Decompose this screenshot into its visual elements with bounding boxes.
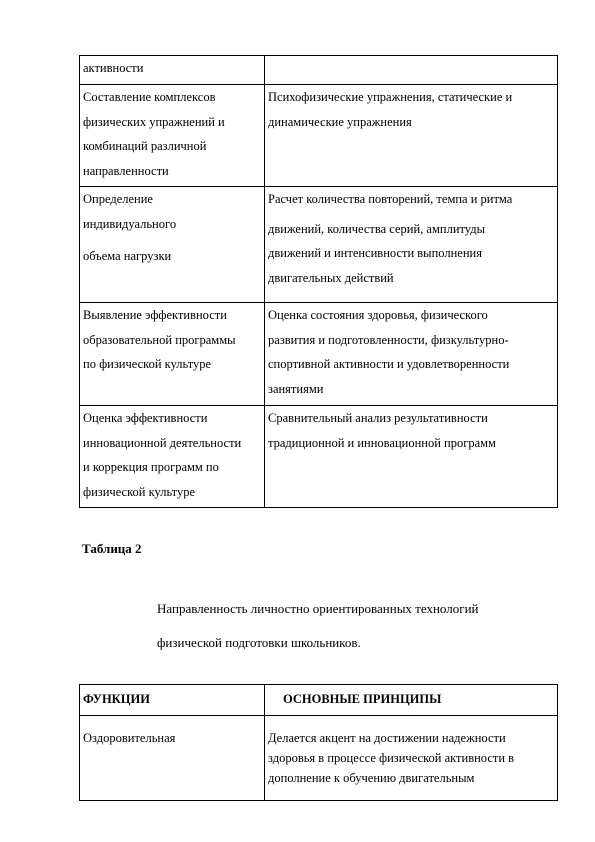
cell-text: объема нагрузки: [83, 249, 172, 263]
cell-text: инновационной деятельности: [83, 435, 242, 450]
table-header-row: [80, 685, 558, 716]
cell-text: Сравнительный анализ результативности: [268, 411, 488, 425]
header-cell-principles: ОСНОВНЫЕ ПРИНЦИПЫ: [265, 685, 558, 716]
table-row: [80, 85, 558, 187]
cell-text: движений, количества серий, амплитуды: [268, 221, 486, 236]
cell-text: Делается акцент на достижении надежности: [268, 731, 506, 745]
cell-text: здоровья в процессе физической активности в: [268, 751, 515, 765]
table-cell: [265, 85, 558, 187]
cell-text: и коррекция программ по: [83, 460, 219, 474]
table-row: [80, 56, 558, 85]
table-row: [80, 406, 558, 508]
cell-text: комбинаций различной: [83, 139, 207, 153]
table-cell: [80, 56, 265, 85]
cell-text: дополнение к обучению двигательным: [268, 771, 475, 785]
cell-text: физической культуре: [83, 484, 196, 499]
table-cell: [80, 406, 265, 508]
table-cell: [265, 303, 558, 406]
cell-text: занятиями: [268, 381, 324, 396]
table-caption-line-2: физической подготовки школьников.: [157, 635, 361, 650]
table-row: [80, 187, 558, 303]
cell-text: Оценка состояния здоровья, физического: [268, 308, 488, 322]
cell-text: Оценка эффективности: [83, 411, 208, 425]
cell-text: Расчет количества повторений, темпа и ритма: [268, 192, 513, 206]
functions-principles-table: [79, 684, 558, 801]
header-cell-functions: ФУНКЦИИ: [80, 685, 265, 716]
cell-text: физических упражнений и: [83, 114, 225, 129]
cell-text: Выявление эффективности: [83, 308, 227, 322]
cell-text: по физической культуре: [83, 357, 212, 371]
table-number-label: Таблица 2: [82, 541, 142, 556]
table-cell: [265, 406, 558, 508]
table-cell: [80, 85, 265, 187]
cell-text: двигательных действий: [268, 270, 394, 285]
table-cell: [265, 56, 558, 85]
table-cell: [265, 187, 558, 303]
cell-text: образовательной программы: [83, 332, 236, 347]
table-cell: [265, 716, 558, 801]
cell-text: Составление комплексов: [83, 90, 216, 104]
table-cell: [80, 716, 265, 801]
table-caption-line-1: Направленность личностно ориентированных технологий: [157, 601, 479, 616]
methods-table: [79, 55, 558, 508]
cell-text: развития и подготовленности, физкультурно-: [268, 332, 509, 347]
table-cell: [80, 187, 265, 303]
cell-text: динамические упражнения: [268, 114, 412, 129]
cell-text: направленности: [83, 163, 169, 178]
cell-text: движений и интенсивности выполнения: [268, 246, 482, 260]
cell-text: Психофизические упражнения, статические и: [268, 90, 513, 104]
cell-text: активности: [83, 61, 144, 75]
cell-text: Оздоровительная: [83, 731, 176, 745]
cell-text: индивидуального: [83, 216, 177, 231]
table-cell: [80, 303, 265, 406]
table-row: [80, 716, 558, 801]
cell-text: спортивной активности и удовлетворенности: [268, 357, 510, 371]
cell-text: Определение: [83, 192, 153, 206]
table-row: [80, 303, 558, 406]
cell-text: традиционной и инновационной программ: [268, 435, 496, 450]
